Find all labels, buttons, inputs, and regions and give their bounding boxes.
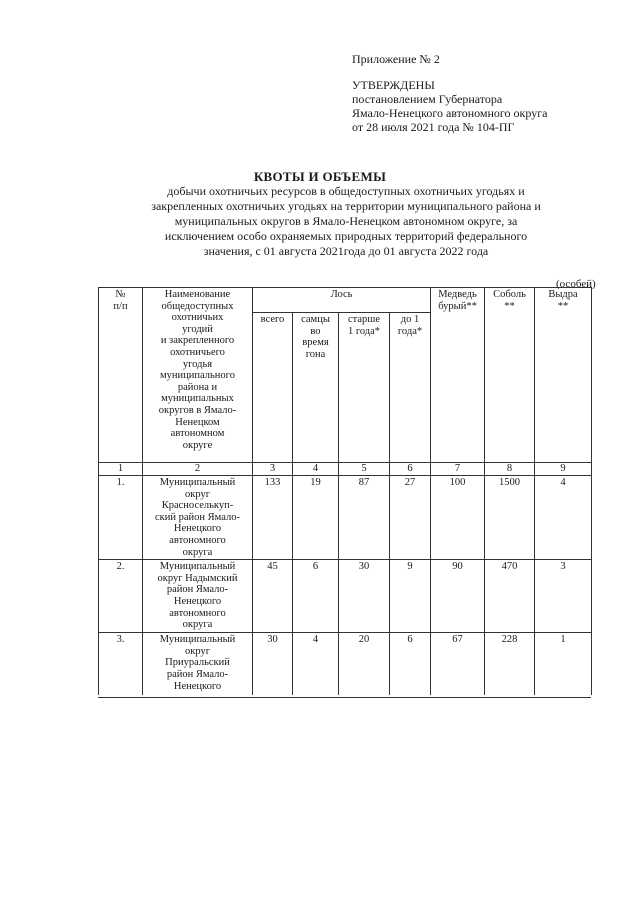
column-number-row [99, 463, 592, 476]
row-elk-rut: 4 [293, 633, 339, 695]
row-elk-total: 45 [253, 560, 293, 633]
subtitle-line: добычи охотничьих ресурсов в общедоступных охотничьих угодьях и [167, 184, 525, 198]
row-name: Муниципальный округ Приуральский район Ямало- Ненецкого [143, 633, 253, 695]
document-subtitle [96, 184, 596, 259]
document-title: КВОТЫ И ОБЪЕМЫ [253, 169, 387, 184]
table-row [99, 633, 592, 695]
row-bear: 67 [431, 633, 485, 695]
row-otter: 4 [535, 476, 592, 560]
row-bear: 100 [431, 476, 485, 560]
row-name: Муниципальный округ Надымский район Ямало- Ненецкого автономного округа [143, 560, 253, 633]
row-elk-younger: 9 [390, 560, 431, 633]
table-bottom-rule [98, 697, 591, 698]
row-sable: 1500 [485, 476, 535, 560]
column-number: 7 [431, 463, 485, 476]
column-number: 6 [390, 463, 431, 476]
row-elk-rut: 19 [293, 476, 339, 560]
row-elk-rut: 6 [293, 560, 339, 633]
column-number: 5 [339, 463, 390, 476]
row-elk-younger: 6 [390, 633, 431, 695]
approval-line: Ямало-Ненецкого автономного округа [352, 106, 548, 120]
row-otter: 1 [535, 633, 592, 695]
appendix-label: Приложение № 2 [352, 52, 440, 66]
row-num: 3. [99, 633, 143, 695]
approval-line: постановлением Губернатора [352, 92, 503, 106]
column-number: 4 [293, 463, 339, 476]
row-elk-older: 20 [339, 633, 390, 695]
column-number: 8 [485, 463, 535, 476]
table-row [99, 476, 592, 560]
header-bear: Медведь бурый** [431, 288, 485, 463]
header-elk-total: всего [253, 313, 293, 463]
header-elk-older: старше 1 года* [339, 313, 390, 463]
header-elk-rut: самцы во время гона [293, 313, 339, 463]
row-name: Муниципальный округ Красноселькуп- ский район Ямало- Ненецкого автономного округа [143, 476, 253, 560]
header-num: № п/п [99, 288, 143, 463]
subtitle-line: исключением особо охраняемых природных территорий федерального [164, 229, 528, 243]
row-sable: 228 [485, 633, 535, 695]
header-row [99, 288, 592, 313]
quota-table [98, 287, 592, 695]
column-number: 2 [143, 463, 253, 476]
approval-block [352, 78, 547, 134]
subtitle-line: значения, с 01 августа 2021года до 01 августа 2022 года [203, 244, 489, 258]
column-number: 9 [535, 463, 592, 476]
row-sable: 470 [485, 560, 535, 633]
header-elk: Лось [253, 288, 431, 313]
column-number: 1 [99, 463, 143, 476]
row-bear: 90 [431, 560, 485, 633]
header-elk-younger: до 1 года* [390, 313, 431, 463]
subtitle-line: закрепленных охотничьих угодьях на территории муниципального района и [151, 199, 541, 213]
header-otter: Выдра ** [535, 288, 592, 463]
unit-label: (особей) [556, 278, 596, 290]
header-name: Наименование общедоступных охотничьих угодий и закрепленного охотничьего угодья муниципального района и муниципальных округов в Ямало- Ненецком автономном округе [143, 288, 253, 463]
row-elk-total: 133 [253, 476, 293, 560]
row-elk-younger: 27 [390, 476, 431, 560]
row-elk-total: 30 [253, 633, 293, 695]
header-sable: Соболь ** [485, 288, 535, 463]
approval-line: УТВЕРЖДЕНЫ [352, 78, 435, 92]
row-num: 1. [99, 476, 143, 560]
row-num: 2. [99, 560, 143, 633]
table-row [99, 560, 592, 633]
row-otter: 3 [535, 560, 592, 633]
subtitle-line: муниципальных округов в Ямало-Ненецком автономном округе, за [174, 214, 518, 228]
row-elk-older: 30 [339, 560, 390, 633]
approval-line: от 28 июля 2021 года № 104-ПГ [352, 120, 515, 134]
column-number: 3 [253, 463, 293, 476]
row-elk-older: 87 [339, 476, 390, 560]
